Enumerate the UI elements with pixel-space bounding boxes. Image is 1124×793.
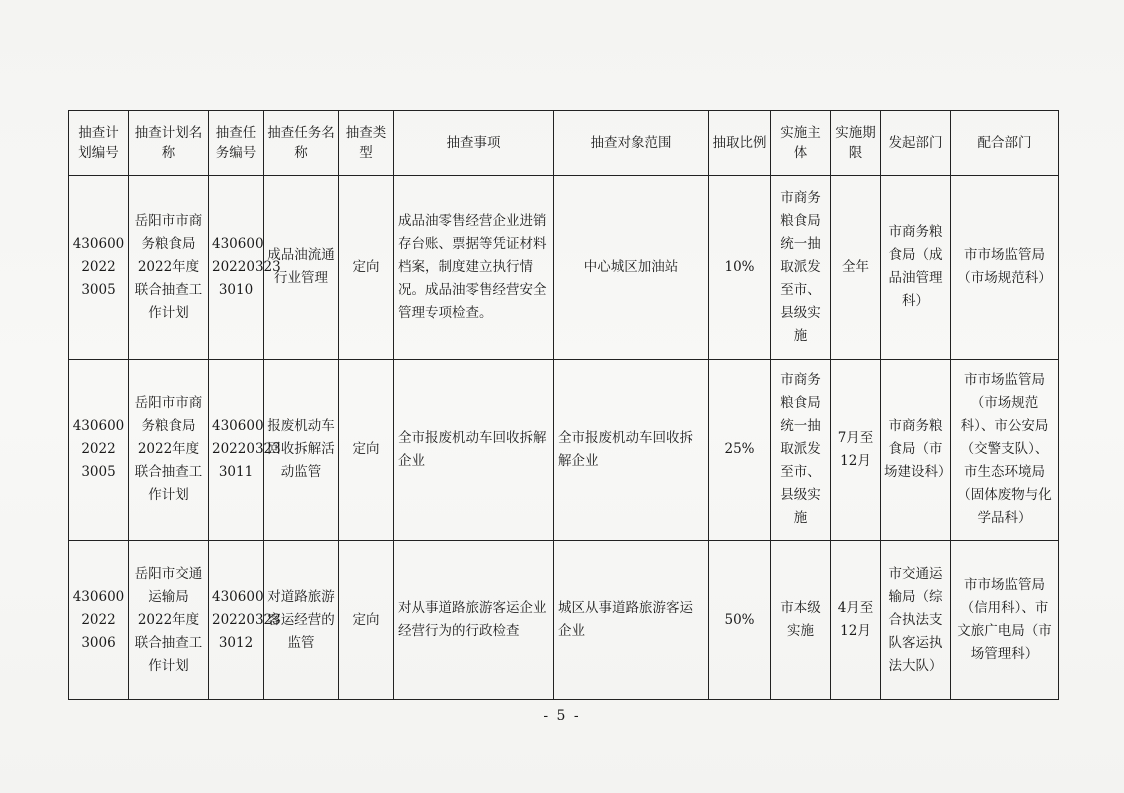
cell-scope: 中心城区加油站 (554, 176, 709, 360)
cell-initiator: 市商务粮食局（市场建设科） (881, 359, 951, 541)
cell-task-no: 430600 20220323 3012 (209, 541, 264, 700)
header-ratio: 抽取比例 (709, 111, 771, 176)
cell-plan-no: 430600 2022 3005 (69, 176, 129, 360)
cell-executor: 市商务粮食局统一抽取派发至市、县级实施 (771, 176, 831, 360)
cell-task-name: 报废机动车回收拆解活动监管 (264, 359, 339, 541)
table-row (69, 541, 1059, 700)
header-plan-no: 抽查计划编号 (69, 111, 129, 176)
cell-ratio: 10% (709, 176, 771, 360)
header-period: 实施期限 (831, 111, 881, 176)
cell-items: 成品油零售经营企业进销存台账、票据等凭证材料档案，制度建立执行情况。成品油零售经营安全管理专项检查。 (394, 176, 554, 360)
header-executor: 实施主体 (771, 111, 831, 176)
cell-partner: 市市场监管局（信用科）、市文旅广电局（市场管理科） (951, 541, 1059, 700)
cell-task-name: 成品油流通行业管理 (264, 176, 339, 360)
cell-items: 对从事道路旅游客运企业经营行为的行政检查 (394, 541, 554, 700)
cell-task-no: 430600 20220323 3010 (209, 176, 264, 360)
table-row (69, 359, 1059, 541)
header-task-no: 抽查任务编号 (209, 111, 264, 176)
header-items: 抽查事项 (394, 111, 554, 176)
table-row (69, 176, 1059, 360)
header-plan-name: 抽查计划名称 (129, 111, 209, 176)
cell-type: 定向 (339, 176, 394, 360)
cell-plan-name: 岳阳市市商务粮食局2022年度联合抽查工作计划 (129, 176, 209, 360)
page-number: - 5 - (543, 708, 581, 724)
header-type: 抽查类型 (339, 111, 394, 176)
cell-ratio: 25% (709, 359, 771, 541)
cell-initiator: 市商务粮食局（成品油管理科） (881, 176, 951, 360)
cell-period: 7月至12月 (831, 359, 881, 541)
header-initiator: 发起部门 (881, 111, 951, 176)
cell-plan-name: 岳阳市市商务粮食局2022年度联合抽查工作计划 (129, 359, 209, 541)
cell-executor: 市本级实施 (771, 541, 831, 700)
header-task-name: 抽查任务名称 (264, 111, 339, 176)
header-scope: 抽查对象范围 (554, 111, 709, 176)
cell-task-no: 430600 20220323 3011 (209, 359, 264, 541)
cell-period: 全年 (831, 176, 881, 360)
cell-ratio: 50% (709, 541, 771, 700)
inspection-plan-table (68, 110, 1059, 700)
cell-type: 定向 (339, 541, 394, 700)
cell-task-name: 对道路旅游客运经营的监管 (264, 541, 339, 700)
header-partner: 配合部门 (951, 111, 1059, 176)
table-header-row (69, 111, 1059, 176)
cell-partner: 市市场监管局（市场规范科）、市公安局（交警支队）、市生态环境局（固体废物与化学品科） (951, 359, 1059, 541)
cell-period: 4月至12月 (831, 541, 881, 700)
cell-plan-no: 430600 2022 3005 (69, 359, 129, 541)
cell-type: 定向 (339, 359, 394, 541)
cell-scope: 全市报废机动车回收拆解企业 (554, 359, 709, 541)
cell-plan-no: 430600 2022 3006 (69, 541, 129, 700)
cell-items: 全市报废机动车回收拆解企业 (394, 359, 554, 541)
cell-executor: 市商务粮食局统一抽取派发至市、县级实施 (771, 359, 831, 541)
cell-partner: 市市场监管局（市场规范科） (951, 176, 1059, 360)
cell-initiator: 市交通运输局（综合执法支队客运执法大队） (881, 541, 951, 700)
cell-plan-name: 岳阳市交通运输局2022年度联合抽查工作计划 (129, 541, 209, 700)
cell-scope: 城区从事道路旅游客运企业 (554, 541, 709, 700)
